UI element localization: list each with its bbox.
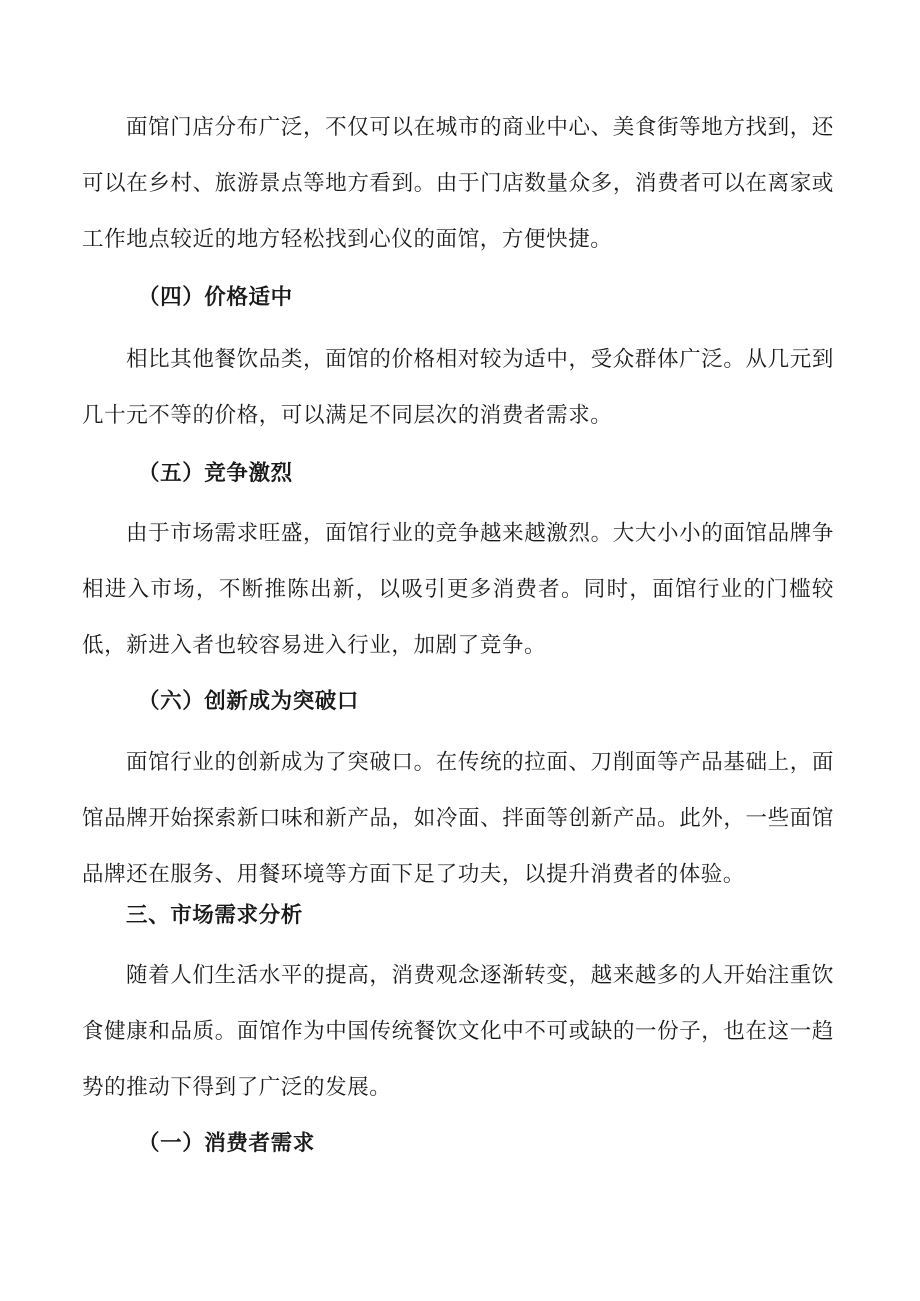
subheading-consumer-demand: （一）消费者需求: [138, 1131, 315, 1156]
paragraph-market-demand: 随着人们生活水平的提高，消费观念逐渐转变，越来越多的人开始注重饮食健康和品质。面馆作为中国传统餐饮文化中不可或缺的一份子，也在这一趋势的推动下得到了广泛的发展。: [82, 963, 834, 1100]
paragraph-fierce-competition: 由于市场需求旺盛，面馆行业的竞争越来越激烈。大大小小的面馆品牌争相进入市场，不断推陈出新，以吸引更多消费者。同时，面馆行业的门槛较低，新进入者也较容易进入行业，加剧了竞争。: [82, 521, 834, 658]
subheading-moderate-price: （四）价格适中: [138, 285, 293, 310]
paragraph-moderate-price: 相比其他餐饮品类，面馆的价格相对较为适中，受众群体广泛。从几元到几十元不等的价格，可以满足不同层次的消费者需求。: [82, 347, 834, 428]
subheading-innovation: （六）创新成为突破口: [138, 689, 360, 714]
subheading-fierce-competition: （五）竞争激烈: [138, 461, 293, 486]
section-heading-market-demand: 三、市场需求分析: [126, 903, 303, 928]
paragraph-innovation: 面馆行业的创新成为了突破口。在传统的拉面、刀削面等产品基础上，面馆品牌开始探索新口味和新产品，如冷面、拌面等创新产品。此外，一些面馆品牌还在服务、用餐环境等方面下足了功夫，以提升消费者的体验。: [82, 750, 834, 887]
paragraph-store-distribution: 面馆门店分布广泛，不仅可以在城市的商业中心、美食街等地方找到，还可以在乡村、旅游景点等地方看到。由于门店数量众多，消费者可以在离家或工作地点较近的地方轻松找到心仪的面馆，方便快捷。: [82, 115, 834, 252]
